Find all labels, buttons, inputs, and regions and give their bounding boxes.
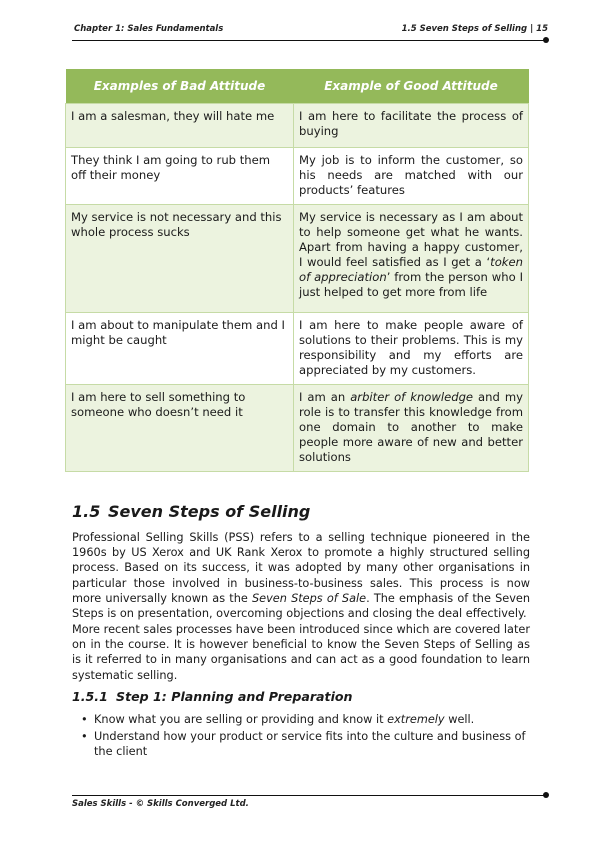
table-row [66,104,529,148]
good-attitude-cell [294,385,529,472]
table-header-row [66,69,529,104]
subsection-heading [72,689,353,704]
bad-attitude-cell: I am a salesman, they will hate me [66,104,294,148]
list-item [72,712,530,727]
header-rule-dot [543,37,549,43]
section-heading [72,502,310,521]
list-item [72,729,530,759]
bad-attitude-cell: My service is not necessary and this whole process sucks [66,205,294,313]
emphasis-text: arbiter of knowledge [350,390,474,404]
page-header [72,22,548,38]
attitude-table [65,69,529,472]
good-attitude-cell [294,205,529,313]
emphasis-text: token of appreciation [299,255,523,284]
list-item-text: well. [444,713,475,726]
good-attitude-cell: I am here to facilitate the process of buying [294,104,529,148]
cell-text: and my role is to transfer this knowledge from one domain to another to make people more aware of new and better solutions [299,390,523,464]
section-number: 1.5 [72,502,101,521]
running-head: 1.5 Seven Steps of Selling | 15 [401,24,548,34]
bad-attitude-cell: I am here to sell something to someone who doesn’t need it [66,385,294,472]
intro-paragraph [72,530,530,621]
bullet-icon: • [81,713,88,726]
cell-text: I am an [299,390,351,404]
bullet-list [72,712,530,762]
cell-text: ’ from the person who I just helped to get more from life [299,270,524,299]
header-rule [72,40,546,41]
table-row [66,205,529,313]
table-row [66,148,529,205]
footer-rule-dot [543,792,549,798]
cell-text: My service is necessary as I am about to help someone get what he wants. Apart from having a happy customer, I would feel satisfied as I get a ‘ [299,210,523,269]
subsection-number: 1.5.1 [72,689,108,704]
footer-rule [72,795,546,796]
column-header-good: Example of Good Attitude [294,69,529,104]
second-paragraph: More recent sales processes have been introduced since which are covered later on in the course. It is however beneficial to know the Seven Steps of Selling as is it referred to in many organisations and can act as a good foundation to learn systematic selling. [72,623,530,682]
section-running-title: 1.5 Seven Steps of Selling [401,24,528,34]
list-item-text: Understand how your product or service fits into the culture and business of the client [94,730,526,759]
emphasis-text: extremely [387,713,445,726]
emphasis-text: Seven Steps of Sale [251,591,367,605]
table-row [66,313,529,385]
list-item-text: Know what you are selling or providing and know it [94,713,388,726]
table-row [66,385,529,472]
section-title: Seven Steps of Selling [108,502,311,521]
subsection-title: Step 1: Planning and Preparation [116,689,353,704]
chapter-title: Chapter 1: Sales Fundamentals [74,24,224,34]
page-number: 15 [536,24,548,34]
page-footer: Sales Skills - © Skills Converged Ltd. [72,799,249,809]
good-attitude-cell: My job is to inform the customer, so his needs are matched with our products’ features [294,148,529,205]
paragraph-text: . The emphasis of the Seven Steps is on presentation, overcoming objections and closing the deal effectively. [72,591,530,621]
bullet-icon: • [81,730,88,744]
good-attitude-cell: I am here to make people aware of solutions to their problems. This is my responsibility and my efforts are appreciated by my customers. [294,313,529,385]
bad-attitude-cell: They think I am going to rub them off their money [66,148,294,205]
bad-attitude-cell: I am about to manipulate them and I might be caught [66,313,294,385]
column-header-bad: Examples of Bad Attitude [66,69,294,104]
paragraph-text: Professional Selling Skills (PSS) refers to a selling technique pioneered in the 1960s by US Xerox and UK Rank Xerox to promote a highly structured selling process. Based on its success, it was adopted by many other organisations in particular those involved in business-to-business sales. This process is now more universally known as the [72,531,530,605]
